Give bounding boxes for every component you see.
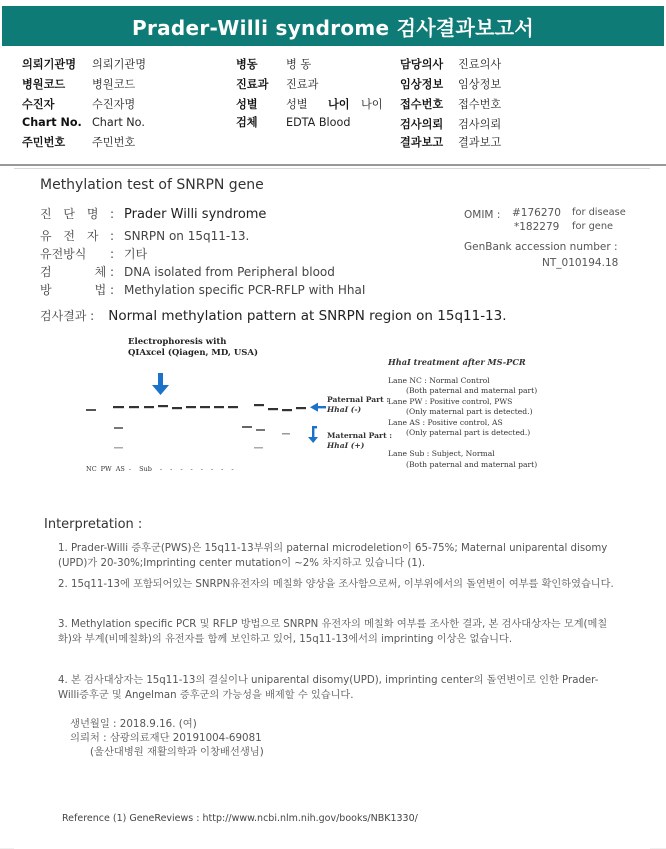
interpretation-title: Interpretation : (44, 517, 143, 532)
maternal-part-label (327, 431, 392, 451)
gel-band (254, 404, 264, 406)
maternal-label-sub: HhaI (+) (327, 441, 365, 450)
gene-value: SNRPN on 15q11-13. (124, 229, 250, 243)
info-value: 성별 (286, 98, 308, 111)
info-value: 진료과 (286, 78, 319, 91)
legend-line: Lane PW : Positive control, PWS (388, 396, 513, 406)
test-result (40, 307, 507, 324)
info-label: 의뢰기관명 (22, 58, 77, 71)
lane-label: - (190, 465, 193, 473)
gel-band (186, 406, 196, 408)
omim-gene-id: *182279 (514, 221, 560, 233)
legend-line: (Only paternal part is detected.) (406, 428, 531, 437)
legend-line: Lane Sub : Subject, Normal (388, 449, 495, 458)
result-value: Normal methylation pattern at SNRPN region on 15q11-13. (108, 308, 507, 324)
lane-label: - (128, 465, 132, 473)
gel-band (242, 426, 252, 428)
lane-label: AS (115, 465, 125, 473)
lane-label: - (159, 465, 163, 473)
info-patient-name (22, 96, 135, 112)
lane-label: NC (86, 465, 97, 473)
paternal-label-sub: HhaI (-) (327, 405, 362, 414)
info-label: 담당의사 (400, 58, 444, 71)
test-title: Methylation test of SNRPN gene (40, 177, 264, 193)
info-value: 주민번호 (92, 136, 136, 149)
info-value: 수진자명 (92, 98, 136, 111)
lane-label: - (200, 465, 203, 473)
gel-band (268, 408, 278, 410)
gel-band (282, 409, 292, 411)
gel-band (114, 427, 123, 429)
paternal-bands (86, 404, 306, 411)
gel-band (256, 429, 265, 431)
legend-line: Lane AS : Positive control, AS (388, 417, 503, 427)
gel-band (86, 409, 96, 411)
info-test-request (400, 116, 501, 132)
legend-line (388, 439, 568, 450)
info-clinical (400, 76, 501, 92)
info-label: 접수번호 (400, 98, 444, 111)
patient-info-block (0, 52, 666, 166)
specimen-label: 검 체 (40, 265, 111, 279)
gel-band (296, 407, 306, 409)
gel-band (114, 447, 123, 449)
reference-line: Reference (1) GeneReviews : http://www.ncbi.nlm.nih.gov/books/NBK1330/ (62, 813, 418, 824)
interpretation-paragraph-2: 2. 15q11-13에 포함되어있는 SNRPN유전자의 메칠화 양상을 조사함으로써, 이부위에서의 돌연변이 여부를 확인하였습니다. (58, 579, 614, 590)
info-value: 임상정보 (458, 78, 502, 91)
gel-band (214, 406, 224, 408)
diagnosis-label: 진 단 명 (40, 207, 103, 221)
lane-labels (86, 465, 242, 473)
inheritance-row: 유전방식 : 기타 (40, 247, 148, 261)
legend-line: (Both paternal and maternal part) (406, 459, 538, 469)
info-value: 병원코드 (92, 78, 136, 91)
info-label: 진료과 (236, 78, 269, 91)
gel-band (282, 433, 290, 435)
requester-line: 의뢰처 : 삼광의료재단 20191004-69081 (70, 732, 262, 744)
gel-caption-line2: QIAxcel (Qiagen, MD, USA) (128, 348, 258, 358)
gel-band (129, 406, 139, 408)
paternal-label-text: Paternal Part : (327, 395, 390, 404)
result-sheet (14, 168, 650, 849)
info-label: Chart No. (22, 116, 82, 129)
info-chart-no (22, 116, 145, 129)
info-label: 성별 (236, 98, 258, 111)
info-value: 나이 (361, 98, 383, 111)
genbank-value: NT_010194.18 (542, 257, 619, 269)
electrophoresis-figure (82, 337, 562, 483)
lane-label: - (221, 465, 224, 473)
genbank-label: GenBank accession number : (464, 241, 618, 253)
info-value: 결과보고 (458, 136, 502, 149)
diagnosis-row: 진 단 명 : Prader Willi syndrome (40, 207, 267, 222)
paternal-part-label (327, 395, 389, 415)
omim-disease-note: for disease (572, 207, 626, 218)
info-result-report (400, 134, 501, 150)
info-label: 병원코드 (22, 78, 66, 91)
gel-band (254, 447, 263, 449)
info-specimen (236, 114, 350, 130)
lane-label: - (180, 465, 183, 473)
info-label: 검사의뢰 (400, 118, 444, 131)
method-label: 방 법 (40, 283, 111, 297)
gel-band (228, 406, 238, 408)
gel-band (200, 406, 210, 408)
info-value: 접수번호 (458, 98, 502, 111)
legend-line: Lane NC : Normal Control (388, 375, 490, 385)
lane-label: - (170, 465, 173, 473)
gel-band (158, 405, 168, 407)
info-value: 검사의뢰 (458, 118, 502, 131)
info-label: 검체 (236, 116, 258, 129)
info-receipt-no (400, 96, 501, 112)
report-title-banner (2, 6, 664, 46)
legend-line: (Both paternal and maternal part) (406, 386, 538, 395)
method-value: Methylation specific PCR-RFLP with HhaI (124, 283, 366, 297)
info-value: 의뢰기관명 (92, 58, 147, 71)
maternal-arrow-icon (308, 426, 318, 443)
legend-heading: HhaI treatment after MS-PCR (388, 357, 526, 367)
info-value: 병 동 (286, 58, 312, 71)
interpretation-paragraph-4: 4. 본 검사대상자는 15q11-13의 결실이나 uniparental disomy(UPD), imprinting center의 돌연변이로 인한 Prader-Willi증후군 및 Angelman 증후군의 가능성을 배제할 수 있습니다. (58, 675, 599, 701)
specimen-row: 검 체: DNA isolated from Peripheral blood (40, 265, 335, 279)
interpretation-paragraph-3: 3. Methylation specific PCR 및 RFLP 방법으로 SNRPN 유전자의 메칠화 여부를 조사한 결과, 본 검사대상자는 모계(메칠화)와 부계(비메칠화)의 유전자를 함께 보인하고 있어, 15q11-13에서의 imprinting 이상은 없습니다. (58, 619, 608, 645)
info-ward (236, 56, 311, 72)
info-value: Chart No. (92, 116, 145, 129)
omim-label: OMIM : (464, 209, 501, 221)
lane-label: Sub (139, 465, 152, 473)
info-label: 수진자 (22, 98, 55, 111)
info-department (236, 76, 318, 92)
info-label: 주민번호 (22, 136, 66, 149)
inheritance-value: 기타 (124, 247, 148, 261)
gene-row: 유 전 자 : SNRPN on 15q11-13. (40, 229, 250, 243)
result-label: 검사결과 : (40, 309, 95, 323)
interpretation-paragraph-1: 1. Prader-Willi 증후군(PWS)은 15q11-13부위의 paternal microdeletion이 65-75%; Maternal uniparental disomy (UPD)가 20-30%;Imprinting center mutation이 ~2% 차지하고 있습니다 (1). (58, 543, 608, 569)
birthdate-line: 생년월일 : 2018.9.16. (여) (70, 718, 197, 730)
gene-label: 유 전 자 (40, 229, 103, 243)
gel-legend (388, 357, 568, 470)
lane-label: - (210, 465, 214, 473)
info-label: 병동 (236, 58, 258, 71)
info-resident-no (22, 134, 135, 150)
report-title: Prader-Willi syndrome 검사결과보고서 (131, 15, 535, 40)
legend-line: (Only maternal part is detected.) (406, 407, 533, 416)
info-label: 나이 (328, 98, 350, 111)
info-hospital-code (22, 76, 135, 92)
diagnosis-value: Prader Willi syndrome (124, 207, 267, 222)
gel-band (144, 406, 154, 408)
gel-band (172, 407, 182, 409)
maternal-label-text: Maternal Part : (327, 431, 393, 440)
lane-label: - (231, 465, 234, 473)
gel-band (113, 406, 124, 408)
paternal-arrow-icon (310, 403, 326, 412)
legend-lines (388, 376, 568, 471)
info-label: 임상정보 (400, 78, 444, 91)
lane-label: PW (100, 465, 112, 473)
inheritance-label: 유전방식 (40, 247, 87, 261)
info-sex-age (236, 96, 383, 112)
specimen-value: DNA isolated from Peripheral blood (124, 265, 335, 279)
arrow-down-icon (152, 373, 169, 395)
omim-disease-id: #176270 (512, 207, 561, 219)
maternal-bands (114, 426, 290, 449)
info-value: 진료의사 (458, 58, 502, 71)
omim-gene-note: for gene (572, 221, 614, 232)
gel-caption-line1: Electrophoresis with (128, 337, 227, 347)
info-doctor (400, 56, 501, 72)
requester-detail-line: (울산대병원 재활의학과 이창배선생님) (90, 746, 264, 758)
info-value: EDTA Blood (286, 116, 351, 129)
info-label: 결과보고 (400, 136, 444, 149)
info-requesting-institution (22, 56, 146, 72)
method-row: 방 법: Methylation specific PCR-RFLP with HhaI (40, 283, 366, 297)
